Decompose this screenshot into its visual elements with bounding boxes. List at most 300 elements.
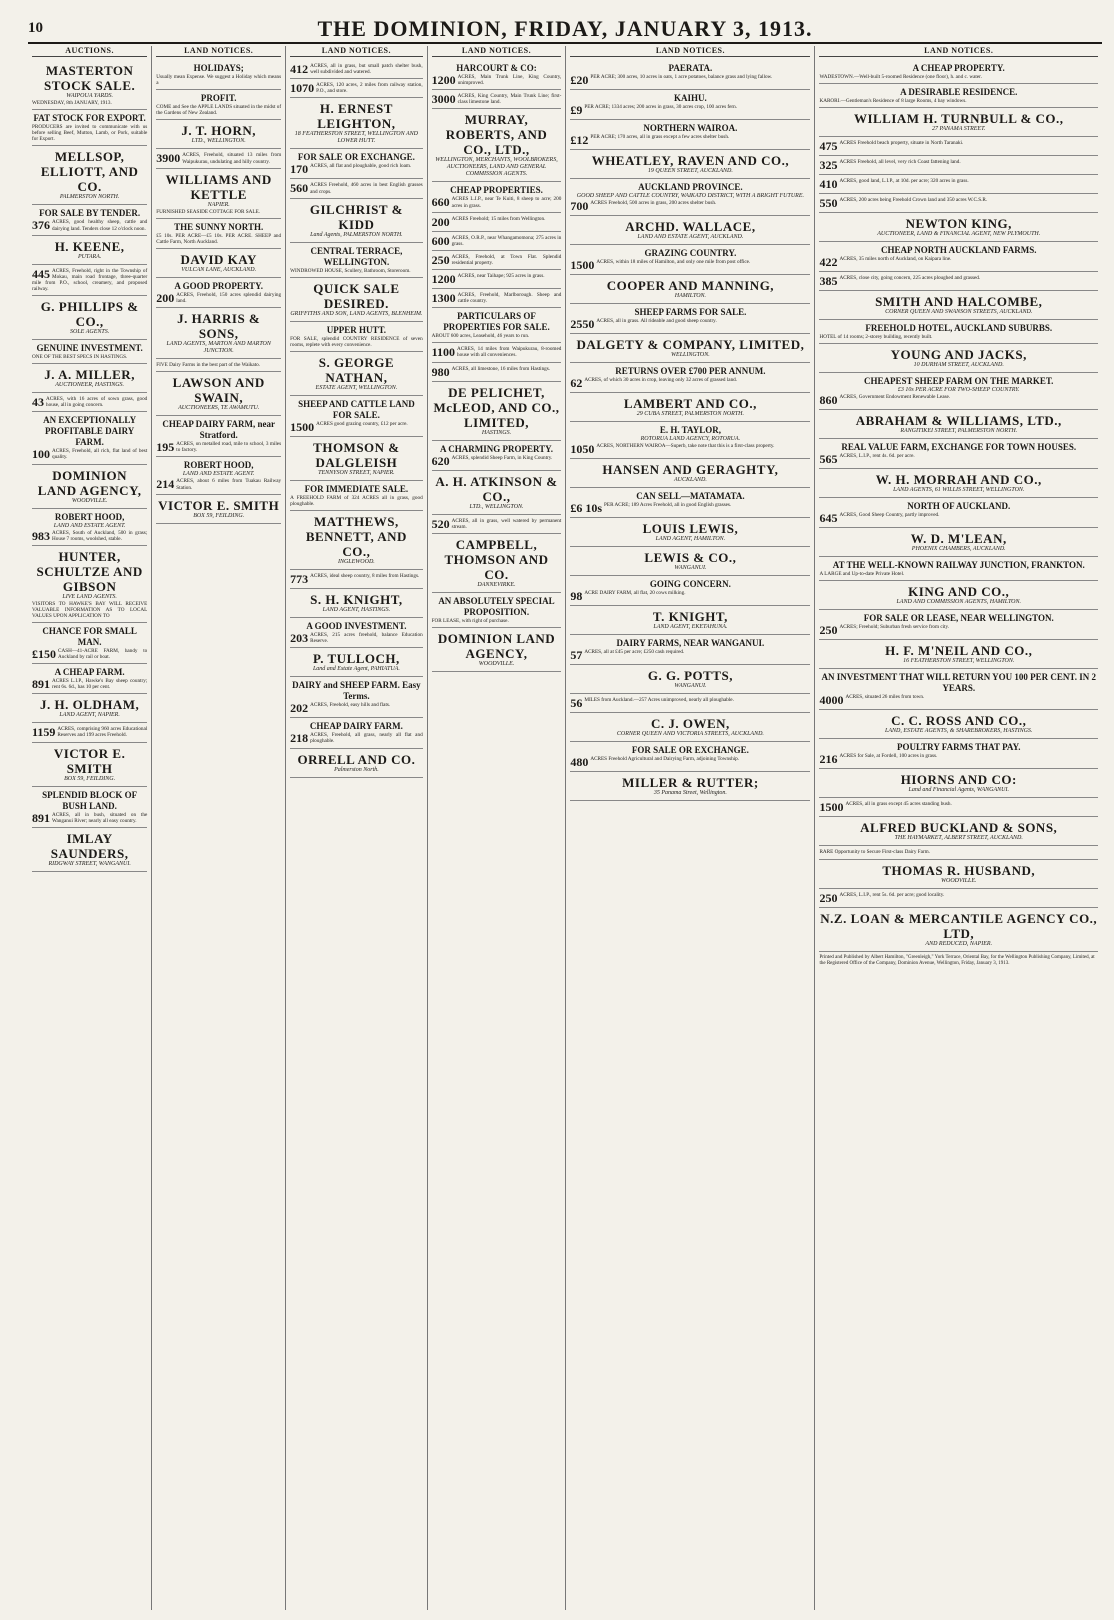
advertisement	[570, 120, 810, 150]
ad-body	[32, 678, 147, 690]
ad-heading: VICTOR E. SMITH	[53, 745, 126, 776]
ad-acreage: £12	[570, 133, 589, 148]
ad-heading: CHANCE FOR SMALL MAN.	[42, 625, 137, 647]
ad-subheading: LTD., WELLINGTON.	[191, 138, 246, 145]
ad-heading: W. D. M'LEAN,	[910, 531, 1007, 547]
ad-heading: A CHEAP PROPERTY.	[912, 63, 1005, 74]
ad-body	[32, 726, 147, 738]
ad-body	[570, 103, 810, 118]
ad-subheading: GOOD SHEEP AND CATTLE COUNTRY, WAIKATO DISTRICT, WITH A BRIGHT FUTURE.	[576, 193, 805, 200]
ad-heading: SMITH AND HALCOMBE,	[875, 294, 1043, 310]
ad-acreage: 891	[32, 810, 50, 825]
ad-heading: AN INVESTMENT THAT WILL RETURN YOU 100 PER CENT. IN 2 YEARS.	[821, 672, 1096, 694]
advertisement	[819, 213, 1098, 242]
ad-acreage: 1100	[431, 345, 456, 360]
column-header: LAND NOTICES.	[432, 46, 562, 57]
ad-text: ACRES, South of Auckland, 500 in grass; House 7 rooms, woolshed, stable.	[52, 529, 148, 542]
ad-body	[290, 182, 423, 194]
advertisement	[432, 593, 562, 628]
ad-heading: T. KNIGHT,	[652, 609, 728, 625]
ad-acreage: 1070	[290, 81, 315, 96]
ad-acreage: 1500	[290, 419, 315, 434]
ad-text: ACRES, 120 acres, 2 miles from railway station, P.O., and store.	[316, 82, 423, 95]
ad-body	[432, 93, 562, 105]
ad-text: ACRES, about 6 miles from Tuakau Railway Station.	[176, 478, 282, 491]
ad-body	[32, 648, 147, 660]
advertisement	[290, 98, 423, 149]
ad-subheading: RANGITIKEI STREET, PALMERSTON NORTH.	[900, 428, 1018, 435]
ad-subheading: 10 DURHAM STREET, AUCKLAND.	[913, 362, 1004, 369]
ad-body	[32, 354, 147, 360]
ad-body	[431, 453, 562, 468]
ad-text: ACRES, L.I.P., rent 4s. 6d. per acre.	[839, 453, 915, 460]
ad-subheading: SOLE AGENTS.	[70, 329, 110, 336]
ad-text: ACRES, Government Endowment Renewable Lease.	[839, 394, 951, 401]
ad-subheading: 35 Panama Street, Wellington.	[653, 790, 727, 797]
advertisement	[432, 534, 562, 593]
ad-heading: ALFRED BUCKLAND & SONS,	[860, 820, 1058, 836]
ad-subheading: WANGANUI.	[674, 683, 707, 690]
ad-heading: DE PELICHET, McLEOD, AND CO., LIMITED,	[433, 384, 560, 430]
ad-acreage: 376	[32, 218, 50, 233]
ad-heading: FOR SALE BY TENDER.	[39, 208, 141, 219]
ad-text: ACRES, comprising 960 acres Educational Reserves and 199 acres Freehold.	[57, 726, 148, 739]
ad-acreage: 195	[156, 440, 175, 455]
ad-heading: AN ABSOLUTELY SPECIAL PROPOSITION.	[438, 595, 555, 617]
advertisement	[156, 219, 281, 249]
advertisement	[819, 291, 1098, 320]
ad-subheading: DANNEVIRKE.	[477, 581, 516, 588]
advertisement	[570, 665, 810, 694]
ad-heading: MELLSOP, ELLIOTT, AND CO.	[40, 149, 139, 195]
ad-acreage: 1050	[570, 442, 595, 457]
ad-text: ONE OF THE BEST SPECS IN HASTINGS.	[32, 354, 128, 361]
ad-text: ABOUT 600 acres, Leasehold, 46 years to run.	[431, 333, 530, 340]
newspaper-title: THE DOMINION, FRIDAY, JANUARY 3, 1913.	[317, 16, 813, 41]
ad-heading: DOMINION LAND AGENCY,	[437, 630, 556, 661]
ad-acreage: 410	[819, 177, 838, 192]
advertisement	[156, 457, 281, 494]
ad-subheading: Land Agents, PALMERSTON NORTH.	[310, 231, 403, 238]
advertisement	[290, 79, 423, 98]
printer-imprint: Printed and Published by Albert Hamilton, "Greenleigh," York Terrace, Oriental Bay, for the Wellington Publishing Company, Limited, at the Registered Office of the Company, Dominion Avenue, Wellington, Friday, January 3, 1913.	[819, 954, 1095, 966]
ad-text: ACRES, all in grass except 45 acres standing bush.	[845, 801, 952, 808]
advertisement	[290, 149, 423, 179]
ad-heading: CAN SELL—MATAMATA.	[636, 491, 745, 502]
ad-body	[290, 632, 423, 644]
ad-text: ACRES, all in bush, situated on the Wanganui River; nearly all easy country.	[52, 811, 148, 824]
ad-subheading: LAND AGENT, NAPIER.	[59, 712, 120, 719]
advertisement	[32, 743, 147, 787]
ad-body	[32, 812, 147, 824]
ad-acreage: 983	[32, 528, 50, 543]
advertisement	[819, 908, 1098, 952]
advertisement	[570, 606, 810, 635]
ad-subheading: PHOENIX CHAMBERS, AUCKLAND.	[911, 546, 1006, 553]
advertisement	[432, 270, 562, 289]
advertisement	[156, 169, 281, 219]
advertisement	[156, 495, 281, 524]
advertisement	[290, 278, 423, 322]
ad-body	[156, 362, 281, 368]
ad-subheading: LAND AGENT, HAMILTON.	[655, 536, 726, 543]
ad-heading: A CHEAP FARM.	[54, 667, 125, 678]
ad-acreage: 202	[290, 701, 309, 716]
ad-text: PRODUCERS are invited to communicate with us before selling Beef, Mutton, Lamb, or Pork, suitable for Export.	[32, 124, 148, 143]
ad-text: ACRES, all in grass. All rideable and good sheep country.	[596, 318, 717, 325]
ad-heading: P. TULLOCH,	[313, 651, 400, 667]
ad-subheading: BOX 59, FEILDING.	[64, 775, 116, 782]
ad-text: ACRES, King Country, Main Trunk Line; first-class limestone land.	[457, 93, 562, 106]
column-header: LAND NOTICES.	[819, 46, 1098, 57]
advertisement	[156, 308, 281, 359]
ad-acreage: 1200	[431, 73, 456, 88]
advertisement	[570, 694, 810, 713]
ad-subheading: 18 FEATHERSTON STREET, WELLINGTON AND LOWER HUTT.	[294, 131, 418, 145]
ad-text: ACRES; Freehold; Suburban fresh service from city.	[839, 624, 950, 631]
ad-text: ACRES, Freehold, situated 13 miles from Waipukurau, undulating and hilly country.	[182, 152, 282, 165]
ad-text: ACRES, Freehold, 150 acres splendid dairying land.	[176, 291, 282, 305]
advertisement	[32, 60, 147, 110]
advertisement	[290, 437, 423, 481]
advertisement	[570, 635, 810, 665]
ad-heading: AN EXCEPTIONALLY PROFITABLE DAIRY FARM.	[43, 415, 137, 448]
advertisement	[819, 557, 1098, 581]
advertisement	[290, 511, 423, 570]
ad-text: ACRES, good healthy sheep, cattle and dairying land. Tenders close 12 o'clock noon.	[52, 219, 148, 232]
ad-body	[156, 74, 281, 86]
advertisement	[32, 664, 147, 694]
ad-acreage: 218	[290, 731, 309, 746]
ad-subheading: CORNER QUEEN AND SWANSON STREETS, AUCKLAND.	[885, 309, 1033, 316]
ad-body	[32, 219, 147, 231]
ad-heading: ROBERT HOOD,	[54, 511, 125, 522]
ad-acreage: 98	[570, 589, 583, 604]
ad-subheading: TENNYSON STREET, NAPIER.	[318, 469, 395, 476]
ad-heading: CHEAP DAIRY FARM, near Stratford.	[162, 419, 276, 441]
ad-heading: FOR SALE OR EXCHANGE.	[297, 152, 415, 163]
ad-body	[570, 501, 810, 516]
ad-body	[290, 732, 423, 744]
ad-acreage: 56	[570, 696, 583, 711]
ad-body	[290, 572, 423, 587]
ad-acreage: 62	[570, 376, 583, 391]
ad-heading: CHEAP DAIRY FARM.	[309, 721, 403, 732]
advertisement	[570, 150, 810, 179]
ad-acreage: 773	[290, 572, 309, 587]
ad-acreage: 980	[431, 364, 450, 379]
advertisement	[290, 481, 423, 511]
advertisement	[32, 694, 147, 723]
ad-body	[819, 98, 1098, 104]
ad-heading: C. J. OWEN,	[651, 716, 730, 732]
ad-heading: SHEEP AND CATTLE LAND FOR SALE.	[298, 398, 415, 420]
advertisement	[432, 289, 562, 308]
advertisement	[432, 628, 562, 672]
ad-heading: UPPER HUTT.	[326, 324, 387, 335]
ad-acreage: 475	[819, 139, 838, 154]
ad-body	[819, 890, 1098, 905]
ad-heading: AT THE WELL-KNOWN RAILWAY JUNCTION, FRANKTON.	[832, 560, 1085, 571]
ad-heading: A GOOD INVESTMENT.	[306, 621, 407, 632]
column-2	[152, 46, 286, 1610]
ad-body	[156, 209, 281, 215]
advertisement	[290, 570, 423, 589]
advertisement	[819, 860, 1098, 889]
advertisement	[432, 382, 562, 441]
ad-acreage: 3000	[431, 92, 456, 107]
ad-acreage: 1200	[431, 272, 456, 287]
ad-subheading: LAND AND ESTATE AGENT.	[182, 471, 255, 478]
ad-text: KARORI.—Gentleman's Residence of 8 large Rooms, 4 bay windows.	[819, 98, 967, 105]
ad-text: ACRES for Sale, at Fordell, 100 acres in grass.	[839, 753, 938, 760]
ad-text: PER ACRE; 189 Acres Freehold, all in good English grasses.	[604, 502, 732, 509]
masthead	[28, 14, 1102, 44]
advertisement	[290, 396, 423, 437]
ad-text: ACRES, NORTHERN WAIROA—Superb, take note that this is a first-class property.	[596, 443, 775, 450]
ad-heading: E. H. TAYLOR,	[659, 425, 721, 436]
advertisement	[32, 296, 147, 340]
ad-text: ACRES, 215 acres freehold, balance Education Reserve.	[310, 632, 423, 645]
advertisement	[819, 373, 1098, 410]
advertisement	[156, 60, 281, 90]
advertisement	[290, 677, 423, 718]
ad-subheading: WANGANUI.	[674, 565, 707, 572]
advertisement	[32, 265, 147, 296]
ad-heading: CAMPBELL, THOMSON AND CO.	[444, 536, 549, 582]
advertisement	[156, 359, 281, 372]
advertisement	[819, 410, 1098, 439]
advertisement	[432, 60, 562, 90]
ad-text: ACRES, near Taihape; 925 acres in grass.	[457, 273, 545, 280]
advertisement	[570, 576, 810, 606]
advertisement	[432, 213, 562, 232]
advertisement	[819, 469, 1098, 498]
ad-text: ACRE DAIRY FARM, all flat, 20 cows milking.	[584, 590, 686, 597]
ad-body	[290, 336, 423, 348]
ad-text: ACRES, 14 miles from Waipukurau, 8-roomed house with all conveniences.	[457, 346, 562, 359]
ad-text: ACRES good grazing country, £12 per acre.	[316, 420, 408, 427]
advertisement	[570, 275, 810, 304]
advertisement	[32, 340, 147, 364]
advertisement	[32, 509, 147, 546]
column-5	[566, 46, 815, 1610]
advertisement	[819, 175, 1098, 194]
ad-text: COME and See the APPLE LANDS situated in the midst of the Gardens of New Zealand.	[156, 104, 282, 117]
ad-heading: REAL VALUE FARM, EXCHANGE FOR TOWN HOUSES.	[841, 442, 1077, 453]
ad-acreage: 700	[570, 199, 589, 214]
ad-acreage: 200	[156, 290, 175, 305]
advertisement	[819, 669, 1098, 710]
ad-text: ACRES, ideal sheep country, 8 miles from Hastings.	[310, 573, 420, 580]
ad-text: ACRES Freehold beach property, situate in North Taranaki.	[839, 140, 964, 147]
ad-heading: MURRAY, ROBERTS, AND CO., LTD.,	[445, 112, 548, 158]
page-number: 10	[28, 20, 43, 36]
ad-text: ACRES, on metalled road, mile to school, 3 miles to factory.	[176, 441, 282, 454]
advertisement	[156, 249, 281, 278]
advertisement	[156, 120, 281, 149]
ad-heading: H. KEENE,	[54, 238, 125, 254]
ad-body	[290, 701, 423, 716]
ad-heading: LOUIS LEWIS,	[642, 521, 739, 537]
ad-body	[32, 601, 147, 619]
ad-heading: THOMSON & DALGLEISH	[313, 439, 400, 470]
ad-subheading: AUCTIONEER, HASTINGS.	[55, 382, 125, 389]
ad-heading: ARCHD. WALLACE,	[625, 219, 756, 235]
ad-acreage: 43	[32, 395, 44, 410]
ad-body	[156, 233, 281, 245]
ad-heading: GENUINE INVESTMENT.	[36, 343, 143, 354]
ad-heading: HANSEN AND GERAGHTY,	[602, 462, 779, 478]
ad-heading: CENTRAL TERRACE, WELLINGTON.	[310, 245, 403, 267]
ad-acreage: 620	[431, 453, 450, 468]
ad-body	[819, 334, 1098, 340]
ad-text: ACRES, all in grass, well watered by permanent stream.	[451, 517, 562, 530]
ad-body	[570, 258, 810, 273]
ad-body	[290, 419, 423, 434]
ad-acreage: £9	[570, 103, 583, 118]
column-3	[286, 46, 428, 1610]
ad-text: ACRES, Freehold, at Town Flat. Splendid residential property.	[451, 253, 562, 266]
advertisement	[156, 416, 281, 457]
ad-body	[432, 618, 562, 624]
ad-acreage: 645	[819, 511, 838, 526]
ad-text: ACRES, situated 26 miles from town.	[845, 694, 925, 701]
ad-subheading: LAND AGENT, HASTINGS.	[322, 607, 391, 614]
ad-body	[290, 495, 423, 507]
ad-subheading: PALMERSTON NORTH.	[59, 194, 120, 201]
ad-subheading: WELLINGTON, MERCHANTS, WOOLBROKERS, AUCTIONEERS, LAND AND GENERAL COMMISSION AGENTS.	[435, 157, 558, 178]
ad-body	[819, 849, 1098, 855]
advertisement	[290, 179, 423, 198]
advertisement	[819, 889, 1098, 908]
ad-text: ACRES, splendid Sheep Farm, in King Country.	[451, 454, 553, 461]
ad-text: VISITORS TO HAWKE'S BAY WILL RECEIVE VALUABLE INFORMATION AS TO LOCAL VALUES UPON APPLICATION TO	[32, 600, 148, 619]
ad-acreage: 3900	[156, 151, 181, 166]
ad-acreage: 170	[290, 162, 309, 177]
ad-text: ACRES Freehold Agricultural and Dairying Farm, adjoining Township.	[590, 756, 740, 763]
advertisement	[32, 465, 147, 509]
ad-text: A LARGE and Up-to-date Private Hotel.	[819, 571, 905, 578]
ad-body	[819, 196, 1098, 211]
ad-text: FURNISHED SEASIDE COTTAGE FOR SALE.	[156, 208, 261, 215]
ad-body	[32, 530, 147, 542]
ad-subheading: WELLINGTON.	[671, 352, 710, 359]
ad-body	[819, 255, 1098, 270]
advertisement	[819, 60, 1098, 84]
ad-subheading: 19 QUEEN STREET, AUCKLAND.	[647, 168, 733, 175]
ad-heading: FOR IMMEDIATE SALE.	[304, 483, 409, 494]
ad-acreage: 550	[819, 196, 838, 211]
advertisement	[570, 216, 810, 245]
ad-acreage: 250	[431, 252, 450, 267]
ad-heading: ROBERT HOOD,	[183, 460, 254, 471]
ad-heading: J. T. HORN,	[181, 123, 257, 139]
ad-heading: LEWIS & CO.,	[644, 550, 737, 566]
ad-text: PER ACRE; 300 acres, 10 acres in oats, 1 acre potatoes, balance grass and lying fallow.	[590, 74, 773, 81]
ad-body	[32, 396, 147, 408]
ad-body	[32, 268, 147, 292]
ad-text: ACRES Freehold, 460 acres in best English grasses and crops.	[310, 182, 423, 195]
ad-text: £5 10s. PER ACRE—£5 10s. PER ACRE. SHEEP and Cattle Farm, North Auckland.	[156, 232, 282, 245]
ad-body	[570, 376, 810, 391]
ad-subheading: LIVE LAND AGENTS.	[62, 593, 117, 600]
advertisement	[819, 769, 1098, 798]
advertisement	[819, 710, 1098, 739]
ad-subheading: GRIFFITHS AND SON, LAND AGENTS, BLENHEIM.	[290, 310, 423, 317]
advertisement	[819, 194, 1098, 213]
ad-acreage: 412	[290, 62, 309, 77]
advertisement	[570, 334, 810, 363]
ad-body	[431, 364, 562, 379]
ad-acreage: 250	[819, 623, 838, 638]
ad-heading: FREEHOLD HOTEL, AUCKLAND SUBURBS.	[865, 323, 1053, 334]
ad-acreage: 2550	[570, 317, 595, 332]
advertisement	[432, 471, 562, 515]
column-header: LAND NOTICES.	[156, 46, 281, 57]
ad-heading: FOR SALE OR EXCHANGE.	[631, 745, 749, 756]
ad-body	[431, 272, 562, 287]
ad-heading: FAT STOCK FOR EXPORT.	[33, 113, 146, 124]
ad-heading: PAERATA.	[668, 63, 713, 74]
ad-text: ACRES, all in grass, but small patch shelter bush, well subdivided and watered.	[310, 63, 423, 76]
ad-heading: DAIRY FARMS, NEAR WANGANUI.	[616, 638, 765, 649]
advertisement	[32, 393, 147, 412]
ad-subheading: NAPIER.	[207, 201, 230, 208]
ad-heading: C. C. ROSS AND CO.,	[891, 713, 1027, 729]
ad-acreage: 57	[570, 648, 583, 663]
ad-text: ACRES, all flat and ploughable, good rich loam.	[310, 163, 412, 170]
ad-heading: G. G. POTTS,	[647, 668, 733, 684]
ad-heading: LAWSON AND SWAIN,	[172, 375, 265, 406]
advertisement	[32, 412, 147, 464]
ad-heading: W. H. MORRAH AND CO.,	[875, 472, 1042, 488]
ad-text: A FREEHOLD FARM of 324 ACRES all in grass, good ploughable.	[290, 494, 423, 508]
ad-heading: J. A. MILLER,	[44, 367, 135, 383]
columns-container	[28, 46, 1102, 1610]
ad-heading: CHEAP NORTH AUCKLAND FARMS.	[880, 245, 1037, 256]
ad-heading: H. F. M'NEIL AND CO.,	[885, 643, 1033, 659]
ad-heading: WHEATLEY, RAVEN AND CO.,	[591, 153, 790, 169]
ad-body	[156, 104, 281, 116]
ad-body	[819, 452, 1098, 467]
ad-heading: MILLER & RUTTER;	[622, 775, 759, 791]
ad-heading: WILLIAM H. TURNBULL & CO.,	[853, 111, 1064, 127]
ad-body	[819, 693, 1098, 708]
ad-text: RARE Opportunity to Secure First-class Dairy Farm.	[819, 849, 930, 856]
ad-text: ACRES, good land, L.I.P., at 10d. per acre; 320 acres in grass.	[839, 178, 969, 185]
column-4	[428, 46, 567, 1610]
ad-subheading: LAND, ESTATE AGENTS, & SHAREBROKERS, HASTINGS.	[885, 728, 1033, 735]
advertisement	[432, 343, 562, 362]
ad-subheading: AUCKLAND.	[673, 477, 707, 484]
ad-acreage: £150	[32, 646, 56, 661]
ad-heading: HARCOURT & CO:	[456, 63, 537, 74]
advertisement	[32, 146, 147, 205]
advertisement	[290, 60, 423, 79]
ad-body	[819, 511, 1098, 526]
ad-body	[819, 158, 1098, 173]
ad-heading: WILLIAMS AND KETTLE	[165, 171, 272, 202]
ad-body	[432, 235, 562, 247]
advertisement	[290, 589, 423, 618]
ad-subheading: LAND AGENTS, 61 WILLIS STREET, WELLINGTON.	[893, 487, 1025, 494]
ad-text: FIVE Dairy Farms in the best part of the Waikato.	[156, 362, 261, 369]
ad-acreage: 1500	[819, 800, 844, 815]
advertisement	[32, 236, 147, 265]
advertisement	[570, 422, 810, 459]
advertisement	[819, 320, 1098, 344]
